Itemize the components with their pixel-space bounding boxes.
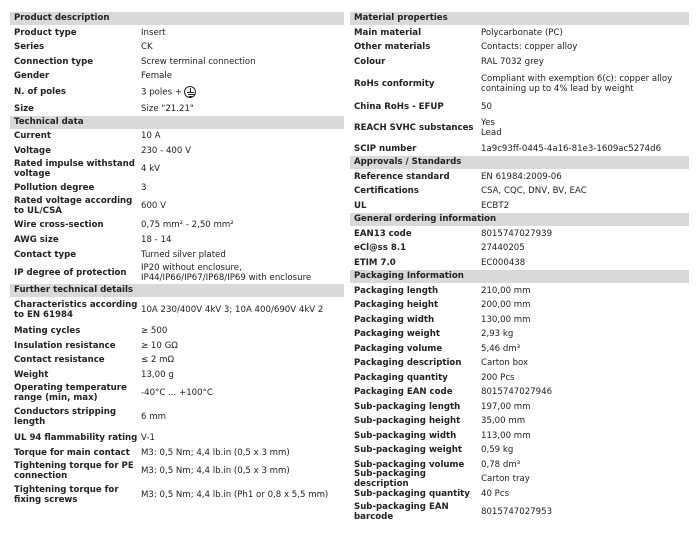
- spec-label: Packaging quantity: [354, 372, 448, 383]
- spec-row-china-rohs-efup: [350, 99, 689, 114]
- further-technical-details-section: [10, 284, 344, 508]
- spec-row-tightening-torque-for-pe-connection: [10, 460, 344, 482]
- spec-value-text: 6 mm: [141, 412, 166, 422]
- spec-label: Insulation resistance: [14, 340, 116, 351]
- spec-label: Connection type: [14, 56, 94, 67]
- spec-value-text: M3: 0,5 Nm; 4,4 lb.in (Ph1 or 0,8 x 5,5 mm): [141, 490, 329, 500]
- spec-row-ul: [350, 198, 689, 213]
- technical-data-section: [10, 116, 344, 284]
- spec-label: Packaging description: [354, 358, 462, 368]
- spec-value: [141, 263, 344, 283]
- spec-value-text: Turned silver plated: [141, 249, 226, 260]
- section-header: Packaging Information: [350, 270, 689, 283]
- spec-value-text: 4 kV: [141, 164, 161, 174]
- spec-label: Packaging weight: [354, 329, 440, 339]
- spec-row-contact-resistance: [10, 353, 344, 367]
- spec-value-text: 2,93 kg: [481, 329, 514, 339]
- spec-row-product-type: [10, 25, 344, 40]
- spec-value: [141, 370, 344, 380]
- spec-value: [141, 412, 344, 422]
- approvals-standards-section: [350, 156, 689, 213]
- spec-row-rohs-conformity: [350, 69, 689, 99]
- spec-value-text: Carton tray: [481, 474, 530, 484]
- spec-value: [141, 388, 344, 398]
- spec-label: Sub-packaging length: [354, 401, 461, 412]
- spec-value: [481, 28, 689, 38]
- spec-row-awg-size: [10, 232, 344, 247]
- spec-value-text: 40 Pcs: [481, 488, 510, 499]
- spec-label: Reference standard: [354, 171, 450, 182]
- spec-label: Characteristics according to EN 61984: [14, 300, 138, 320]
- spec-value: [481, 507, 689, 517]
- spec-value: [141, 490, 344, 500]
- spec-value: [141, 220, 344, 230]
- spec-value: [141, 433, 344, 443]
- right-column: [350, 12, 689, 523]
- spec-value-text: Contacts: copper alloy: [481, 42, 578, 52]
- spec-row-characteristics-according-to-en-61984: [10, 297, 344, 323]
- spec-value: [141, 146, 344, 156]
- spec-value: [141, 250, 344, 260]
- section-header: Technical data: [10, 116, 344, 129]
- spec-label: eCl@ss 8.1: [354, 243, 407, 253]
- spec-value-text: M3: 0,5 Nm; 4,4 lb.in (0,5 x 3 mm): [141, 447, 290, 458]
- earth-ground-icon: [184, 86, 196, 98]
- spec-value-text: 600 V: [141, 201, 167, 211]
- spec-value: [141, 164, 344, 174]
- spec-label: Rated voltage according to UL/CSA: [14, 196, 133, 216]
- spec-label: Sub-packaging description: [354, 469, 426, 489]
- spec-row-rated-voltage-according-to-ul-csa: [10, 195, 344, 217]
- spec-label: Operating temperature range (min, max): [14, 383, 127, 403]
- spec-value-text: 50: [481, 101, 492, 112]
- spec-row-wire-cross-section: [10, 217, 344, 232]
- spec-label: Sub-packaging quantity: [354, 488, 470, 499]
- spec-value: [481, 102, 689, 112]
- spec-value: [481, 358, 689, 368]
- spec-value: [481, 286, 689, 296]
- spec-value-text: 8015747027939: [481, 228, 553, 239]
- spec-value-text: 197,00 mm: [481, 401, 531, 412]
- spec-value: [141, 448, 344, 458]
- spec-label: Main material: [354, 27, 422, 38]
- spec-label: ETIM 7.0: [354, 257, 396, 268]
- spec-row-ean13-code: [350, 226, 689, 241]
- spec-value-text: 35,00 mm: [481, 416, 526, 426]
- spec-row-voltage: [10, 143, 344, 158]
- spec-row-sub-packaging-weight: [350, 443, 689, 457]
- spec-label: Rated impulse withstand voltage: [14, 159, 135, 179]
- spec-row-conductors-stripping-length: [10, 404, 344, 430]
- spec-value: [481, 474, 689, 484]
- spec-value: [481, 201, 689, 211]
- spec-value-text: Screw terminal connection: [141, 56, 256, 67]
- spec-value-text: 3: [141, 182, 147, 193]
- spec-value-text: CSA, CQC, DNV, BV, EAC: [481, 186, 587, 196]
- spec-label: EAN13 code: [354, 228, 412, 239]
- spec-label: Packaging height: [354, 300, 439, 310]
- spec-row-contact-type: [10, 247, 344, 262]
- spec-value-text: 13,00 g: [141, 369, 174, 380]
- spec-label: China RoHs - EFUP: [354, 101, 444, 112]
- spec-row-packaging-height: [350, 298, 689, 312]
- spec-value: [481, 344, 689, 354]
- spec-row-packaging-ean-code: [350, 385, 689, 399]
- spec-label: Sub-packaging height: [354, 416, 461, 426]
- spec-value: [141, 42, 344, 52]
- spec-value-text: 10 A: [141, 131, 161, 141]
- spec-value-text: 230 - 400 V: [141, 145, 191, 156]
- spec-label: Contact type: [14, 249, 77, 260]
- spec-label: Current: [14, 131, 51, 141]
- spec-value-text: -40°C ... +100°C: [141, 388, 213, 398]
- spec-value: [481, 172, 689, 182]
- spec-row-packaging-weight: [350, 327, 689, 341]
- spec-label: Sub-packaging EAN barcode: [354, 502, 449, 522]
- spec-label: Packaging EAN code: [354, 387, 453, 397]
- spec-label: Wire cross-section: [14, 219, 104, 230]
- spec-row-current: [10, 129, 344, 143]
- spec-value-text: Yes Lead: [481, 117, 502, 138]
- spec-row-sub-packaging-height: [350, 414, 689, 428]
- spec-label: Voltage: [14, 145, 51, 156]
- spec-label: Packaging width: [354, 314, 435, 325]
- spec-row-packaging-length: [350, 283, 689, 298]
- spec-value: [481, 315, 689, 325]
- spec-label: Mating cycles: [14, 325, 81, 336]
- spec-row-n-of-poles: [10, 83, 344, 101]
- spec-row-sub-packaging-length: [350, 399, 689, 414]
- section-header: Approvals / Standards: [350, 156, 689, 169]
- spec-value-text: 10A 230/400V 4kV 3; 10A 400/690V 4kV 2: [141, 305, 324, 315]
- spec-value: [481, 445, 689, 455]
- spec-value-text: ≤ 2 mΩ: [141, 355, 175, 365]
- spec-label: Gender: [14, 71, 50, 81]
- spec-value-text: Insert: [141, 27, 166, 38]
- spec-value: [141, 131, 344, 141]
- spec-value-text: 210,00 mm: [481, 285, 531, 296]
- spec-label: SCIP number: [354, 143, 417, 154]
- spec-row-sub-packaging-width: [350, 428, 689, 443]
- spec-value: [141, 71, 344, 81]
- spec-value: [481, 402, 689, 412]
- spec-row-torque-for-main-contact: [10, 445, 344, 460]
- spec-row-sub-packaging-quantity: [350, 486, 689, 501]
- spec-row-scip-number: [350, 141, 689, 156]
- spec-value: [481, 329, 689, 339]
- material-properties-section: [350, 12, 689, 156]
- spec-label: Packaging volume: [354, 343, 443, 354]
- spec-value: [141, 235, 344, 245]
- spec-label: Sub-packaging width: [354, 430, 457, 441]
- spec-label: Product type: [14, 27, 77, 38]
- spec-label: Other materials: [354, 42, 431, 52]
- spec-row-sub-packaging-description: [350, 469, 689, 489]
- spec-value-text: EC000438: [481, 257, 526, 268]
- spec-label: Packaging length: [354, 285, 439, 296]
- spec-row-reference-standard: [350, 169, 689, 184]
- spec-value: [481, 243, 689, 253]
- spec-row-packaging-volume: [350, 341, 689, 356]
- spec-value-text: 3 poles +: [141, 87, 182, 98]
- spec-value-text: Female: [141, 71, 173, 81]
- spec-value: [141, 57, 344, 67]
- spec-value: [481, 431, 689, 441]
- spec-value-text: ≥ 500: [141, 325, 168, 336]
- spec-row-colour: [350, 54, 689, 69]
- spec-value: [481, 416, 689, 426]
- spec-value: [481, 229, 689, 239]
- spec-value: [481, 57, 689, 67]
- spec-value-text: IP20 without enclosure, IP44/IP66/IP67/IP68/IP69 with enclosure: [141, 263, 312, 283]
- packaging-information-section: [350, 270, 689, 523]
- spec-label: IP degree of protection: [14, 268, 127, 278]
- section-header: Material properties: [350, 12, 689, 25]
- spec-value: [481, 300, 689, 310]
- spec-label: Tightening torque for PE connection: [14, 461, 134, 481]
- spec-label: Colour: [354, 56, 386, 67]
- spec-label: REACH SVHC substances: [354, 122, 474, 133]
- spec-value: [481, 387, 689, 397]
- spec-label: Weight: [14, 369, 49, 380]
- spec-label: Pollution degree: [14, 182, 95, 193]
- spec-row-ul-94-flammability-rating: [10, 430, 344, 445]
- spec-row-tightening-torque-for-fixing-screws: [10, 482, 344, 508]
- spec-row-rated-impulse-withstand-voltage: [10, 158, 344, 180]
- spec-value-text: 200 Pcs: [481, 372, 515, 383]
- spec-value: [481, 186, 689, 196]
- spec-label: Conductors stripping length: [14, 407, 116, 427]
- spec-value: [481, 258, 689, 268]
- spec-row-packaging-width: [350, 312, 689, 327]
- spec-row-packaging-description: [350, 356, 689, 370]
- spec-value: [481, 373, 689, 383]
- spec-value-text: 1a9c93ff-0445-4a16-81e3-1609ac5274d6: [481, 143, 662, 154]
- left-column: [10, 12, 344, 508]
- spec-value-text: V-1: [141, 432, 155, 443]
- spec-label: Tightening torque for fixing screws: [14, 485, 119, 505]
- spec-label: Contact resistance: [14, 355, 105, 365]
- spec-label: AWG size: [14, 234, 59, 245]
- spec-value: [481, 460, 689, 470]
- spec-label: Series: [14, 42, 45, 52]
- spec-row-size: [10, 101, 344, 116]
- spec-label: Torque for main contact: [14, 447, 130, 458]
- spec-row-ip-degree-of-protection: [10, 262, 344, 284]
- spec-row-sub-packaging-ean-barcode: [350, 501, 689, 523]
- spec-row-connection-type: [10, 54, 344, 69]
- section-header: Product description: [10, 12, 344, 25]
- spec-value-text: 5,46 dm³: [481, 343, 521, 354]
- spec-row-certifications: [350, 184, 689, 198]
- spec-value: [481, 42, 689, 52]
- spec-value-text: Compliant with exemption 6(c): copper alloy containing up to 4% lead by weight: [481, 74, 673, 94]
- spec-value-text: 130,00 mm: [481, 314, 531, 325]
- spec-value: [141, 86, 344, 98]
- spec-label: UL: [354, 200, 367, 211]
- spec-value: [141, 466, 344, 476]
- spec-value-text: 0,59 kg: [481, 445, 514, 455]
- spec-value-text: RAL 7032 grey: [481, 56, 544, 67]
- spec-value-text: Polycarbonate (PC): [481, 27, 563, 38]
- spec-row-weight: [10, 367, 344, 382]
- spec-value: [141, 305, 344, 315]
- spec-value-text: 8015747027953: [481, 507, 553, 517]
- spec-row-series: [10, 40, 344, 54]
- spec-value-text: EN 61984:2009-06: [481, 171, 562, 182]
- spec-row-mating-cycles: [10, 323, 344, 338]
- spec-value-text: 27440205: [481, 243, 525, 253]
- section-header: Further technical details: [10, 284, 344, 297]
- spec-value: [481, 489, 689, 499]
- spec-label: Sub-packaging volume: [354, 459, 465, 470]
- section-header: General ordering information: [350, 213, 689, 226]
- spec-value: [141, 341, 344, 351]
- spec-value: [141, 104, 344, 114]
- spec-value: [481, 74, 689, 94]
- spec-value: [141, 326, 344, 336]
- spec-value-text: 0,75 mm² - 2,50 mm²: [141, 219, 234, 230]
- spec-value: [481, 144, 689, 154]
- spec-row-main-material: [350, 25, 689, 40]
- spec-row-pollution-degree: [10, 180, 344, 195]
- product-description-section: [10, 12, 344, 116]
- spec-row-reach-svhc-substances: [350, 114, 689, 141]
- spec-value-text: ≥ 10 GΩ: [141, 340, 178, 351]
- spec-row-operating-temperature-range-min-max: [10, 382, 344, 404]
- spec-value-text: CK: [141, 42, 153, 52]
- spec-row-packaging-quantity: [350, 370, 689, 385]
- spec-label: Certifications: [354, 186, 419, 196]
- spec-value-text: 113,00 mm: [481, 430, 531, 441]
- spec-value-text: ECBT2: [481, 200, 510, 211]
- spec-label: Sub-packaging weight: [354, 445, 463, 455]
- spec-row-insulation-resistance: [10, 338, 344, 353]
- spec-label: UL 94 flammability rating: [14, 432, 138, 443]
- spec-row-etim-7-0: [350, 255, 689, 270]
- spec-value: [141, 28, 344, 38]
- spec-value: [141, 355, 344, 365]
- spec-label: N. of poles: [14, 87, 67, 97]
- spec-value: [141, 183, 344, 193]
- spec-value-text: 18 - 14: [141, 234, 172, 245]
- spec-row-ecl-ss-8-1: [350, 241, 689, 255]
- spec-value-text: Size "21.21": [141, 103, 194, 114]
- spec-value-text: 8015747027946: [481, 387, 553, 397]
- spec-value: [481, 118, 689, 138]
- spec-value-text: Carton box: [481, 358, 529, 368]
- spec-row-gender: [10, 69, 344, 83]
- spec-value: [141, 201, 344, 211]
- spec-value-text: 0,78 dm³: [481, 459, 521, 470]
- spec-label: Size: [14, 103, 34, 114]
- spec-label: RoHs conformity: [354, 79, 435, 89]
- spec-value-text: M3: 0,5 Nm; 4,4 lb.in (0,5 x 3 mm): [141, 466, 290, 476]
- spec-value-text: 200,00 mm: [481, 300, 531, 310]
- spec-row-other-materials: [350, 40, 689, 54]
- general-ordering-section: [350, 213, 689, 270]
